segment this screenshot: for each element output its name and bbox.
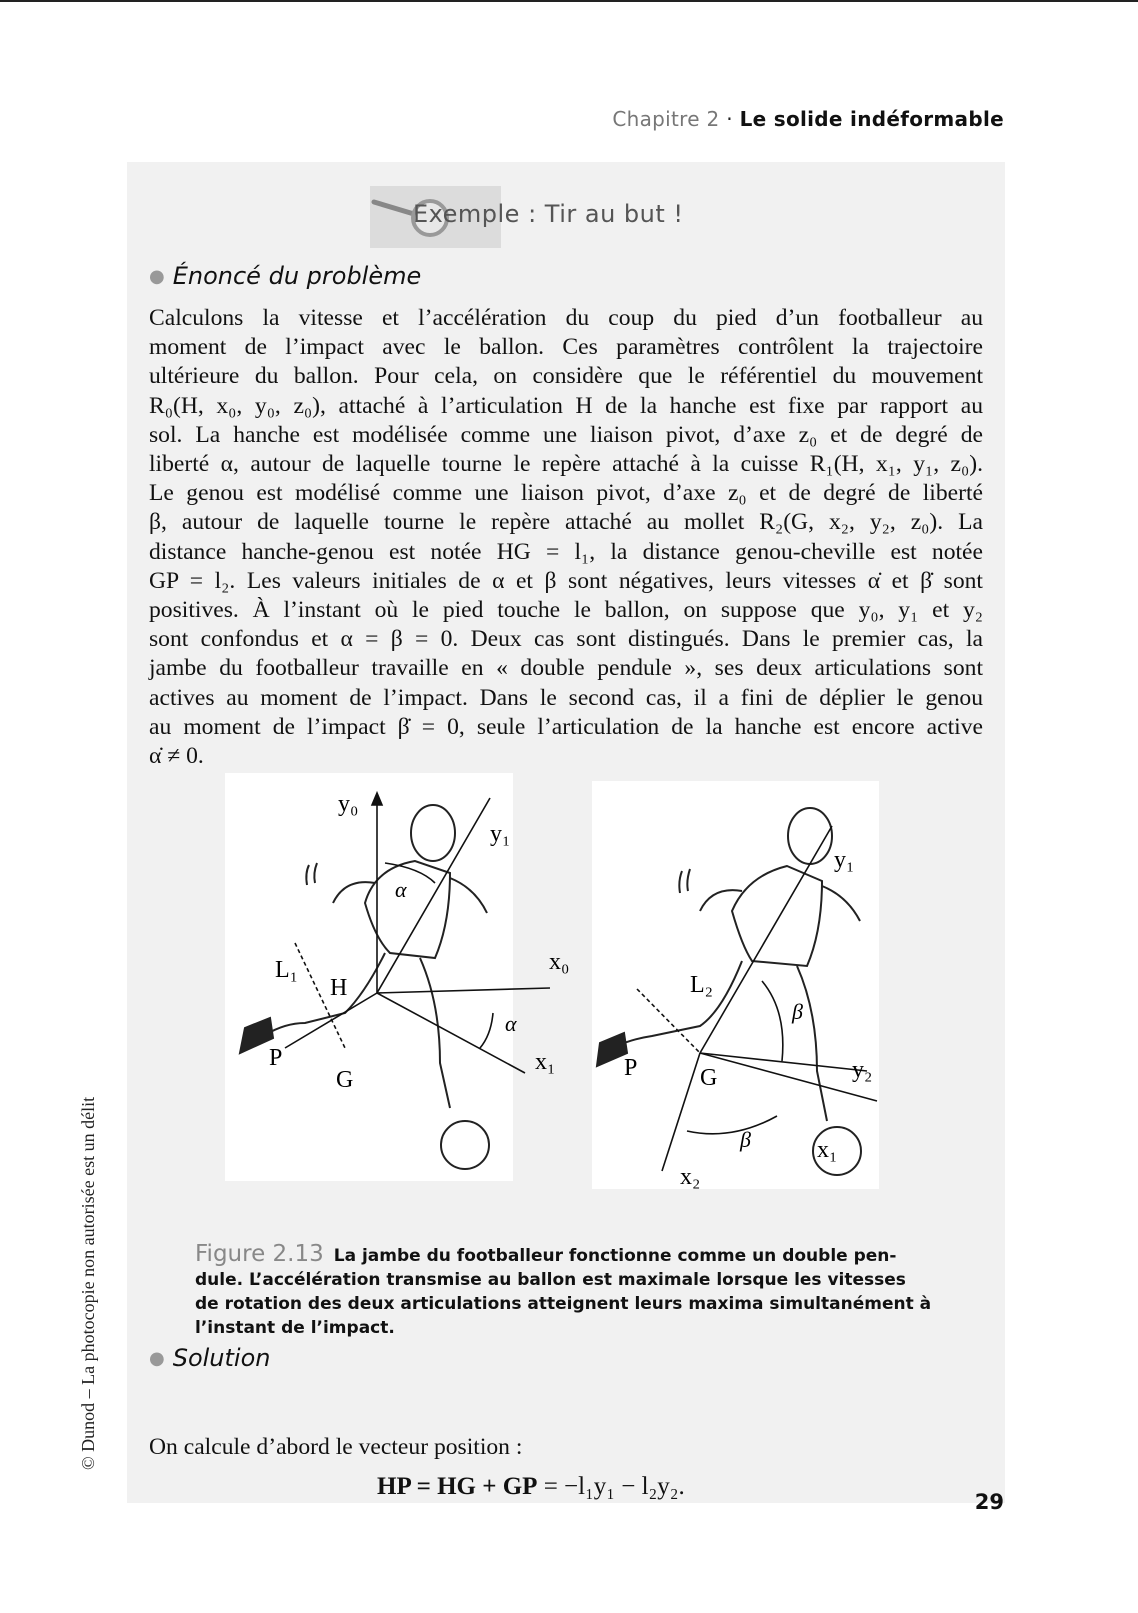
caption-line: Figure 2.13 La jambe du footballeur fonctionne comme un double pen- (195, 1241, 897, 1267)
label-alpha-2: α (505, 1011, 517, 1036)
page-number: 29 (974, 1490, 1004, 1514)
figure-left-double-pendulum (225, 773, 570, 1181)
label-H: H (330, 975, 348, 1001)
header-separator: · (726, 107, 733, 131)
top-rule (0, 0, 1138, 2)
bullet-icon: ● (149, 1348, 165, 1369)
statement-heading (149, 262, 421, 290)
label-beta: β (792, 999, 803, 1024)
label-y0: y₀ (338, 791, 359, 817)
statement-line: α̇ ≠ 0. (149, 743, 204, 770)
figure-right-knee-extended (592, 781, 879, 1189)
label-L1: L₁ (275, 957, 299, 983)
equation-rhs: = −l₁y₁ − l₂y₂. (543, 1473, 685, 1500)
statement-line: jambe du footballeur travaille en « double pendule », ses deux articulations sont (149, 655, 983, 682)
statement-line: ultérieure du ballon. Pour cela, on considère que le référentiel du mouvement (149, 363, 983, 390)
statement-line: actives au moment de l’impact. Dans le second cas, il a fini de déplier le genou (149, 684, 983, 711)
statement-line: R₀(H, x₀, y₀, z₀), attaché à l’articulation H de la hanche est fixe par rapport au (149, 392, 983, 419)
solution-text: On calcule d’abord le vecteur position : (149, 1434, 523, 1460)
label-y2: y₂ (852, 1057, 873, 1083)
running-header (612, 107, 1004, 131)
figure-caption (195, 1242, 935, 1340)
statement-line: sol. La hanche est modélisée comme une liaison pivot, d’axe z₀ et de degré de (149, 421, 983, 448)
caption-line: l’instant de l’impact. (195, 1318, 395, 1338)
statement-line: moment de l’impact avec le ballon. Ces paramètres contrôlent la trajectoire (149, 334, 983, 361)
chapter-title: Le solide indéformable (739, 107, 1004, 131)
statement-line: Le genou est modélisé comme une liaison pivot, d’axe z₀ et de degré de liberté (149, 480, 983, 507)
example-title-text: Exemple : Tir au but ! (413, 200, 684, 228)
label-x0: x₀ (549, 949, 570, 975)
label-y1: y₁ (834, 847, 855, 873)
label-beta-2: β (740, 1127, 751, 1152)
statement-line: Calculons la vitesse et l’accélération du coup du pied d’un footballeur au (149, 305, 983, 331)
figure-number: Figure 2.13 (195, 1241, 324, 1267)
statement-line: GP = l₂. Les valeurs initiales de α et β sont négatives, leurs vitesses α̇ et β̇ sont (149, 567, 983, 594)
caption-line: dule. L’accélération transmise au ballon est maximale lorsque les vitesses (195, 1270, 906, 1290)
statement-line: sont confondus et α = β = 0. Deux cas sont distingués. Dans le premier cas, la (149, 626, 983, 653)
example-box (127, 162, 1005, 1503)
solution-heading (149, 1344, 271, 1372)
label-x2: x₂ (680, 1164, 701, 1190)
solution-heading-text: Solution (172, 1344, 271, 1372)
label-x1: x₁ (535, 1049, 556, 1075)
equation-lhs: HP = HG + GP (377, 1473, 538, 1500)
statement-line: distance hanche-genou est notée HG = l₁, la distance genou-cheville est notée (149, 538, 983, 565)
label-G: G (700, 1065, 718, 1091)
statement-paragraph (149, 304, 983, 771)
label-alpha: α (395, 877, 407, 902)
statement-line: positives. À l’instant où le pied touche le ballon, on suppose que y₀, y₁ et y₂ (149, 597, 983, 624)
bullet-icon: ● (149, 266, 165, 287)
label-G: G (336, 1067, 354, 1093)
example-title (370, 186, 684, 248)
statement-line: β, autour de laquelle tourne le repère attaché au mollet R₂(G, x₂, y₂, z₀). La (149, 509, 983, 536)
label-y1: y₁ (490, 821, 511, 847)
label-P: P (624, 1055, 638, 1081)
label-P: P (269, 1045, 283, 1071)
statement-line: liberté α, autour de laquelle tourne le repère attaché à la cuisse R₁(H, x₁, y₁, z₀). (149, 451, 983, 478)
label-x1: x₁ (817, 1137, 838, 1163)
label-L2: L₂ (690, 972, 714, 998)
position-equation (377, 1473, 685, 1501)
copyright-side-note: © Dunod – La photocopie non autorisée est un délit (78, 1096, 98, 1470)
statement-heading-text: Énoncé du problème (172, 262, 422, 290)
statement-line: au moment de l’impact β̇ = 0, seule l’articulation de la hanche est encore active (149, 713, 983, 740)
caption-line: de rotation des deux articulations atteignent leurs maxima simultanément à (195, 1294, 932, 1314)
chapter-label: Chapitre 2 (612, 107, 720, 131)
